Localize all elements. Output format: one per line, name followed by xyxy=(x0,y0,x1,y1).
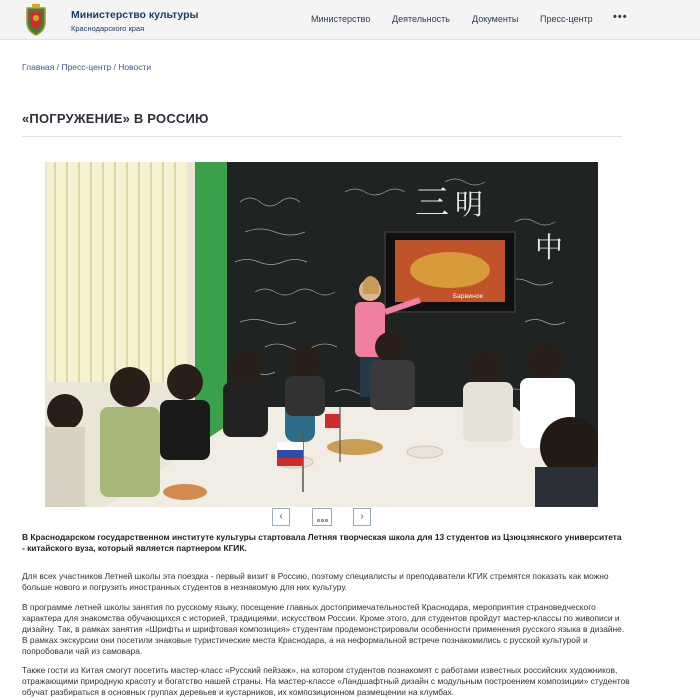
nav-ministry[interactable]: Министерство xyxy=(311,14,371,24)
breadcrumb-news[interactable]: Новости xyxy=(118,62,152,72)
page-title: «ПОГРУЖЕНИЕ» В РОССИЮ xyxy=(22,111,209,126)
brand-title[interactable]: Министерство культуры xyxy=(71,9,199,21)
title-divider xyxy=(22,136,622,137)
slider-prev-button[interactable] xyxy=(272,508,290,526)
nav-more-button[interactable]: ••• xyxy=(613,11,628,23)
board-text-2: 明 xyxy=(455,188,484,221)
article-lead: В Краснодарском государственном институте культуры стартовала Летняя творческая школа для 13 студентов из Цзюцзянского университета - китайского вуза, который является партнером КГИК. xyxy=(22,532,622,553)
breadcrumb-separator: / xyxy=(111,62,119,72)
breadcrumb-home[interactable]: Главная xyxy=(22,62,55,72)
gallery-dots-icon[interactable] xyxy=(312,508,332,526)
breadcrumb xyxy=(22,62,151,72)
board-text-1: 三 xyxy=(415,183,449,223)
article-photo[interactable] xyxy=(45,162,598,507)
site-header xyxy=(0,0,700,40)
board-text-3: 中 xyxy=(535,231,564,264)
breadcrumb-separator: / xyxy=(54,62,62,72)
article-paragraph-3: Также гости из Китая смогут посетить мастер-класс «Русский пейзаж», на котором студентов познакомят с работами известных российских художников, отражающими природную красоту и богатство нашей страны. На мастер-классе «Ландшафтный дизайн с модульным построением композиции» студентов обучат разбираться в основных группах деревьев и кустарников, их композиционном размещении на клумбах. xyxy=(22,665,630,697)
article-paragraph-1: Для всех участников Летней школы эта поездка - первый визит в Россию, поэтому специалисты и преподаватели КГИК стремятся показать как можно больше нового и погрузить иностранных студентов в незнакомую для них культуру. xyxy=(22,571,609,592)
tv-caption: Барвинок xyxy=(453,293,484,300)
brand-subtitle[interactable]: Краснодарского края xyxy=(71,24,145,33)
breadcrumb-press-center[interactable]: Пресс-центр xyxy=(61,62,112,72)
article-photo-illustration xyxy=(45,162,598,507)
chevron-left-icon: ‹ xyxy=(279,511,283,522)
nav-activity[interactable]: Деятельность xyxy=(392,14,450,24)
nav-press-center[interactable]: Пресс-центр xyxy=(540,14,593,24)
chevron-right-icon: › xyxy=(360,511,364,522)
slider-next-button[interactable] xyxy=(353,508,371,526)
nav-documents[interactable]: Документы xyxy=(472,14,519,24)
article-paragraph-2: В программе летней школы занятия по русскому языку, посещение главных достопримечательностей Краснодара, мероприятия страноведческого характера для знакомства обучающихся с историей, традициями, искусством России. Кроме этого, для студентов пройдут мастер-классы по живописи и дизайну. Так, в рамках занятия «Шрифты и шрифтовая композиция» студентам продемонстрировали особенности применения русского языка в дизайне. В рамках экскурсии они посетили знаковые туристические места Краснодара, а на неформальной встрече познакомились с русской культурой и попробовали чай из самовара. xyxy=(22,602,625,656)
coat-of-arms-icon[interactable] xyxy=(23,4,49,36)
